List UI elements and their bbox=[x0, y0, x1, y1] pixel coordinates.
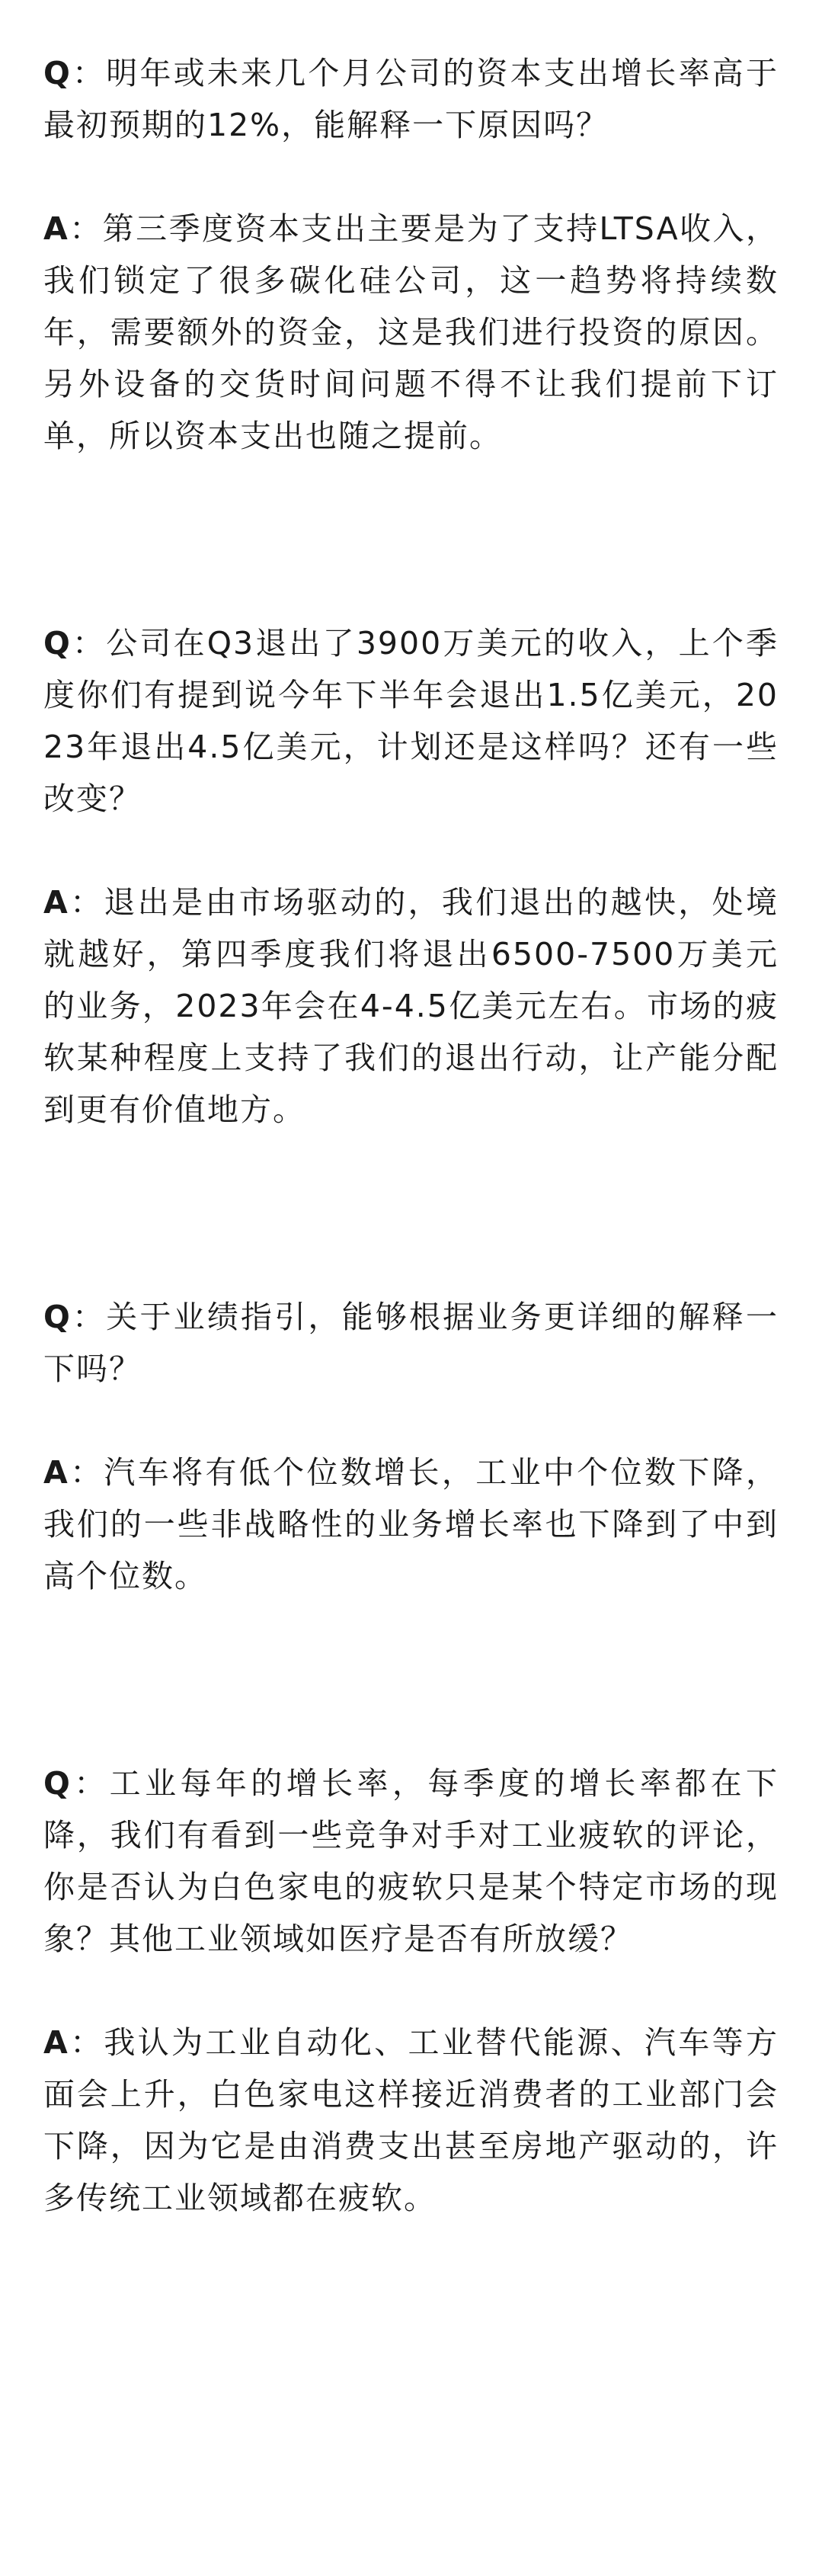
answer-label: A bbox=[43, 210, 69, 247]
qa-block bbox=[43, 47, 779, 462]
qa-block bbox=[43, 1291, 779, 1602]
qa-block bbox=[43, 1757, 779, 2224]
question-text: ：关于业绩指引，能够根据业务更详细的解释一下吗？ bbox=[43, 1299, 779, 1387]
qa-document bbox=[43, 47, 779, 2224]
answer-label: A bbox=[43, 2024, 69, 2061]
question-paragraph bbox=[43, 47, 779, 151]
question-paragraph bbox=[43, 1757, 779, 1965]
answer-text: ：汽车将有低个位数增长，工业中个位数下降，我们的一些非战略性的业务增长率也下降到了中到高个位数。 bbox=[43, 1454, 779, 1594]
answer-paragraph bbox=[43, 876, 779, 1136]
answer-text: ：我认为工业自动化、工业替代能源、汽车等方面会上升，白色家电这样接近消费者的工业部门会下降，因为它是由消费支出甚至房地产驱动的，许多传统工业领域都在疲软。 bbox=[43, 2024, 779, 2216]
answer-text: ：退出是由市场驱动的，我们退出的越快，处境就越好，第四季度我们将退出6500-7500万美元的业务，2023年会在4-4.5亿美元左右。市场的疲软某种程度上支持了我们的退出行动，让产能分配到更有价值地方。 bbox=[43, 884, 779, 1128]
question-label: Q bbox=[43, 55, 72, 91]
question-label: Q bbox=[43, 1765, 72, 1802]
question-text: ：明年或未来几个月公司的资本支出增长率高于最初预期的12%，能解释一下原因吗？ bbox=[43, 55, 779, 143]
answer-label: A bbox=[43, 1454, 69, 1491]
answer-paragraph bbox=[43, 203, 779, 462]
question-label: Q bbox=[43, 1299, 72, 1335]
qa-block bbox=[43, 617, 779, 1136]
question-label: Q bbox=[43, 625, 72, 662]
question-paragraph bbox=[43, 617, 779, 825]
question-text: ：公司在Q3退出了3900万美元的收入，上个季度你们有提到说今年下半年会退出1.5亿美元，2023年退出4.5亿美元，计划还是这样吗？还有一些改变？ bbox=[43, 625, 779, 817]
question-paragraph bbox=[43, 1291, 779, 1395]
question-text: ：工业每年的增长率，每季度的增长率都在下降，我们有看到一些竞争对手对工业疲软的评论，你是否认为白色家电的疲软只是某个特定市场的现象？其他工业领域如医疗是否有所放缓？ bbox=[43, 1765, 779, 1957]
answer-paragraph bbox=[43, 2017, 779, 2224]
answer-label: A bbox=[43, 884, 69, 921]
answer-text: ：第三季度资本支出主要是为了支持LTSA收入，我们锁定了很多碳化硅公司，这一趋势将持续数年，需要额外的资金，这是我们进行投资的原因。另外设备的交货时间问题不得不让我们提前下订单，所以资本支出也随之提前。 bbox=[43, 210, 779, 454]
answer-paragraph bbox=[43, 1447, 779, 1602]
